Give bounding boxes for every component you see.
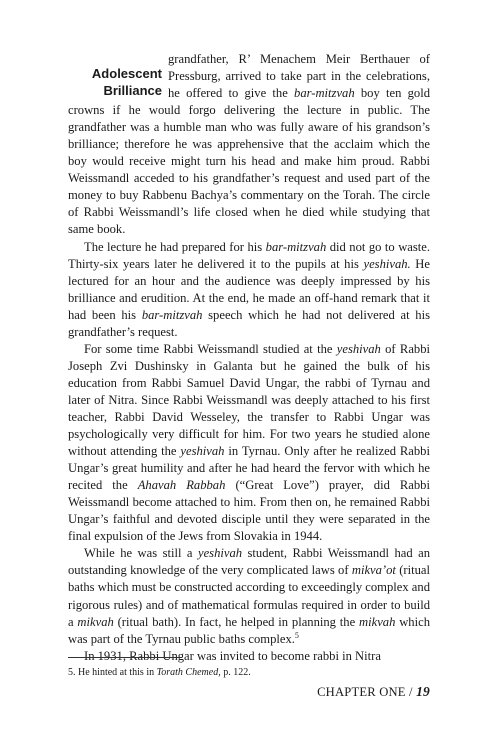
side-heading-line-1: Adolescent	[91, 66, 162, 81]
para4-text-g: (ritual bath). In fact, he helped in planning the	[113, 614, 360, 629]
side-heading	[68, 51, 162, 99]
para3-italic-f: Ahavah Rabbah	[137, 478, 226, 493]
para4-italic-f: mikvah	[77, 614, 114, 629]
para3-text-a: For some time Rabbi Weissmandl studied at the	[84, 341, 337, 356]
para2-text-a: The lecture he had prepared for his	[84, 239, 266, 254]
paragraph-2	[68, 239, 430, 341]
footnote-rule	[68, 657, 182, 658]
para1-text-a: grandfather, R’ Menachem Meir Berthauer of Pressburg, arrived to take part in the celebrations, he offered to give the	[168, 52, 430, 101]
para1-italic-b: bar-mitzvah	[294, 86, 355, 101]
footnote-text-c: p. 122.	[220, 667, 251, 678]
para2-italic-f: bar-mitzvah	[141, 307, 203, 322]
para5-text-a: In 1931, Rabbi Ungar was invited to become rabbi in Nitra	[84, 648, 381, 663]
para2-text-g: speech which he had not delivered at his grandfather’s request.	[68, 307, 430, 339]
para2-text-e: He lectured for an hour and the audience was deeply impressed by his brilliance and erudition. At the end, he made an off-hand remark that it had been his	[68, 256, 430, 322]
para3-text-e: in Tyrnau. Only after he realized Rabbi Ungar’s great humility and after he had heard the fervor with which he recited the	[68, 444, 430, 493]
paragraph-4	[68, 545, 430, 647]
chapter-label: CHAPTER ONE /	[317, 685, 413, 699]
para2-text-c: did not go to waste. Thirty-six years later he delivered it to the pupils at his	[68, 239, 431, 271]
page-number: 19	[416, 684, 430, 699]
para4-italic-d: mikva’ot	[351, 563, 396, 578]
running-footer	[317, 683, 430, 701]
para4-text-c: student, Rabbi Weissmandl had an outstanding knowledge of the very complicated laws of	[68, 546, 430, 578]
paragraph-3	[68, 341, 430, 546]
footnote-text-a: 5. He hinted at this in	[68, 667, 157, 678]
para2-italic-b: bar-mitzvah	[265, 239, 327, 254]
para3-text-g: (“Great Love”) prayer, did Rabbi Weissmandl become attached to him. From then on, he remained Rabbi Ungar’s faithful and devoted disciple until they were separated in the final expulsion of the Jews from Slovakia in 1944.	[68, 478, 430, 544]
para3-text-c: of Rabbi Joseph Zvi Dushinsky in Galanta but he gained the bulk of his education from Rabbi Samuel David Ungar, the rabbi of Tyrnau and later of Nitra. Since Rabbi Weissmandl was deeply attached to his first teacher, Rabbi David Wesseley, the transfer to Rabbi Ungar was psychologically very difficult for him. For two years he studied alone without attending the	[68, 341, 431, 459]
para2-italic-d: yeshivah.	[363, 256, 411, 271]
para4-italic-b: yeshivah	[197, 546, 243, 561]
para3-italic-b: yeshivah	[336, 341, 381, 356]
body-text	[68, 51, 430, 665]
footnote-italic-title: Torath Chemed,	[156, 667, 221, 678]
para4-text-e: (ritual baths which must be constructed according to exceedingly complex and rigorous rules) and of mathematical formulas required in order to build a	[68, 563, 430, 629]
footnote	[68, 666, 430, 679]
side-heading-line-2: Brilliance	[103, 83, 162, 98]
para3-italic-d: yeshivah	[180, 444, 225, 459]
footnote-marker: 5	[294, 630, 299, 640]
para4-text-i: which was part of the Tyrnau public baths complex.	[68, 614, 430, 646]
para4-text-a: While he was still a	[84, 546, 198, 561]
intro-block	[68, 51, 430, 239]
para4-italic-h: mikvah	[359, 614, 396, 629]
para1-text-c: boy ten gold crowns if he would forgo delivering the lecture in public. The grandfather was a humble man who was fully aware of his grandson’s brilliance; therefore he was apprehensive that the acclaim which the boy would receive might turn his head and make him proud. Rabbi Weissmandl acceded to his grandfather’s request and used part of the money to buy Rabbenu Bachya’s commentary on the Torah. The circle of Rabbi Weissmandl’s life closed when he died while studying that same book.	[68, 86, 430, 237]
